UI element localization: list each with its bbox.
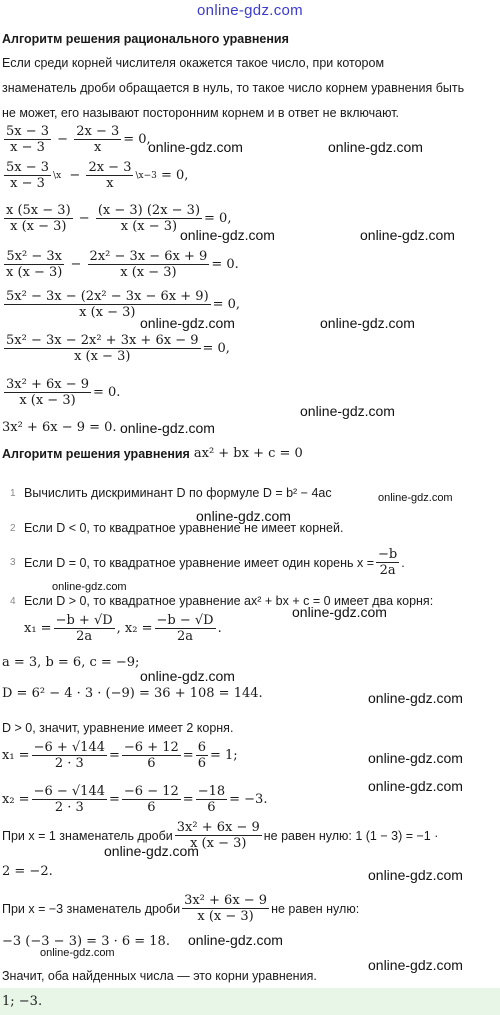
step-number: 1 <box>10 487 16 499</box>
equation-line-1: $\frac{5x - 3}{x - 3}$ − $\frac{2x - 3}{x}$ = 0, <box>6 124 151 155</box>
step3-end: . <box>401 555 405 570</box>
eq2-num1: 5x − 3 <box>6 160 50 175</box>
watermark: online-gdz.com <box>368 867 463 883</box>
eq1-den2: x <box>94 140 102 155</box>
algo1-text3: не может, его называют посторонним корнем и в ответ не включают. <box>2 106 400 120</box>
eq3-num2: (x − 3) (2x − 3) <box>97 203 201 218</box>
x1-den1: 2 · 3 <box>54 756 84 771</box>
step-text: Если D < 0, то квадратное уравнение не имеет корней. <box>24 521 344 535</box>
discriminant: D = 6² − 4 · 3 · (−9) = 36 + 108 = 144. <box>2 686 263 701</box>
eq1-tail: = 0, <box>123 132 151 147</box>
watermark: online-gdz.com <box>140 668 235 684</box>
eq2-den2: x <box>106 176 114 191</box>
x2-result: = −3. <box>229 792 268 807</box>
watermark: online-gdz.com <box>328 139 423 155</box>
x1-eq2: = <box>182 748 194 763</box>
step-number: 3 <box>10 557 16 568</box>
watermark: online-gdz.com <box>188 932 283 948</box>
eq4-num1: 5x² − 3x <box>6 249 62 264</box>
check1-num: 3x² + 6x − 9 <box>176 820 260 835</box>
watermark: online-gdz.com <box>140 315 235 331</box>
roots-x2-num: −b − √D <box>156 613 214 628</box>
eq2-tail: = 0, <box>160 168 189 183</box>
eq4-num2: 2x² − 3x − 6x + 9 <box>89 249 208 264</box>
eq1-num1: 5x − 3 <box>6 124 50 139</box>
watermark: online-gdz.com <box>368 750 463 766</box>
equation-line-6 <box>2 333 230 364</box>
check2-continuation: −3 (−3 − 3) = 3 · 6 = 18. <box>2 934 170 949</box>
check1-post: не равен нулю: 1 (1 − 3) = −1 · <box>263 828 439 843</box>
check2-post: не равен нулю: <box>271 901 360 916</box>
watermark: online-gdz.com <box>104 843 199 859</box>
check1-continuation: 2 = −2. <box>2 864 53 879</box>
watermark: online-gdz.com <box>360 227 455 243</box>
check1-pre: При x = 1 знаменатель дроби <box>2 828 173 843</box>
eq2-num2: 2x − 3 <box>88 160 132 175</box>
step-3 <box>10 547 405 578</box>
site-header[interactable]: online-gdz.com <box>197 2 303 19</box>
x1-num1: −6 + √144 <box>33 740 105 755</box>
check-x1 <box>2 820 438 851</box>
equation-line-4: $\frac{\text{5x² − 3x}}{x (x - 3)}$ − $\frac{\text{2x² − 3x − 6x + 9}}{x (x - 3)}$ = 0. <box>6 249 239 280</box>
watermark: online-gdz.com <box>148 139 243 155</box>
step3-den: 2a <box>379 563 396 578</box>
conclusion: Значит, оба найденных числа — это корни уравнения. <box>2 969 317 983</box>
x2-num1: −6 − √144 <box>33 784 105 799</box>
step-number: 2 <box>10 522 16 534</box>
x2-num2: −6 − 12 <box>123 784 179 799</box>
step3-num: −b <box>378 547 398 562</box>
check-x2 <box>2 893 359 924</box>
watermark: online-gdz.com <box>378 492 453 504</box>
roots-x1-label: x₁ = <box>24 621 52 636</box>
answer-bar <box>0 988 500 1015</box>
answer: 1; −3. <box>2 994 43 1009</box>
check2-num: 3x² + 6x − 9 <box>184 893 268 908</box>
eq7-den: x (x − 3) <box>19 393 76 408</box>
watermark: online-gdz.com <box>300 403 395 419</box>
eq5-den: x (x − 3) <box>79 305 136 320</box>
eq1-num2: 2x − 3 <box>76 124 120 139</box>
algo2-title: Алгоритм решения уравнения <box>2 446 190 461</box>
x1-eq1: = <box>109 748 120 763</box>
eq7-tail: = 0. <box>93 385 121 400</box>
roots-end: . <box>217 621 222 636</box>
eq4-den1: x (x − 3) <box>6 265 63 280</box>
eq6-den: x (x − 3) <box>74 349 131 364</box>
x1-label: x₁ = <box>2 748 30 763</box>
d-positive: D > 0, значит, уравнение имеет 2 корня. <box>2 721 234 735</box>
x2-calc <box>2 784 267 815</box>
watermark: online-gdz.com <box>52 581 127 593</box>
step-2 <box>10 521 343 535</box>
watermark: online-gdz.com <box>196 508 291 524</box>
x2-den2: 6 <box>147 800 156 815</box>
eq6-tail: = 0, <box>202 341 230 356</box>
x1-den3: 6 <box>197 756 206 771</box>
roots-x2-den: 2a <box>177 629 194 644</box>
eq3-tail: = 0, <box>204 211 232 226</box>
watermark: online-gdz.com <box>40 947 115 959</box>
eq7-num: 3x² + 6x − 9 <box>6 377 90 392</box>
check2-pre: При x = −3 знаменатель дроби <box>2 901 181 916</box>
algo1-text1: Если среди корней числителя окажется такое число, при котором <box>2 56 385 70</box>
check2-den: x (x − 3) <box>197 909 254 924</box>
x1-num3: 6 <box>197 740 206 755</box>
roots-x1-den: 2a <box>76 629 93 644</box>
watermark: online-gdz.com <box>180 227 275 243</box>
eq1-den1: x − 3 <box>10 140 45 155</box>
x2-den1: 2 · 3 <box>54 800 84 815</box>
eq2-factor2: \x−3 <box>135 170 157 181</box>
equation-line-3: $\frac{x (5x - 3)}{x (x - 3)}$ − $\frac{(x - 3) (2x - 3)}{x (x - 3)}$ = 0, <box>6 203 232 234</box>
equation-line-2: $\frac{5x - 3}{x - 3}$ \x − $\frac{2x - 3}{x}$ \x−3 = 0, <box>6 160 189 191</box>
step-text: Если D = 0, то квадратное уравнение имеет один корень x = <box>24 555 375 570</box>
algo2-title-math: ax² + bx + c = 0 <box>193 446 303 461</box>
x2-eq1: = <box>109 792 120 807</box>
step-text: Вычислить дискриминант D по формуле D = b² − 4ac <box>24 486 332 500</box>
watermark: online-gdz.com <box>320 315 415 331</box>
eq3-num1: x (5x − 3) <box>6 203 71 218</box>
x2-eq2: = <box>182 792 194 807</box>
check1-den: x (x − 3) <box>190 836 247 851</box>
algo2-title-row <box>2 446 303 461</box>
step-number: 4 <box>10 595 16 607</box>
equation-line-8: 3x² + 6x − 9 = 0. <box>2 420 117 435</box>
x1-num2: −6 + 12 <box>123 740 179 755</box>
watermark: online-gdz.com <box>292 604 387 620</box>
roots-formula <box>24 613 222 644</box>
eq6-num: 5x² − 3x − 2x² + 3x + 6x − 9 <box>6 333 199 348</box>
eq4-tail: = 0. <box>211 257 239 272</box>
equation-line-7 <box>2 377 120 408</box>
eq3-den2: x (x − 3) <box>120 219 178 234</box>
x2-num3: −18 <box>197 784 226 799</box>
x2-den3: 6 <box>207 800 216 815</box>
x2-label: x₂ = <box>2 792 30 807</box>
eq2-factor1: \x <box>53 170 62 181</box>
watermark: online-gdz.com <box>368 778 463 794</box>
eq5-tail: = 0, <box>212 297 241 312</box>
algo1-title: Алгоритм решения рационального уравнения <box>2 32 289 46</box>
x1-calc <box>2 740 238 771</box>
x1-den2: 6 <box>147 756 156 771</box>
watermark: online-gdz.com <box>368 957 463 973</box>
eq5-num: 5x² − 3x − (2x² − 3x − 6x + 9) <box>6 289 209 304</box>
roots-x1-num: −b + √D <box>55 613 113 628</box>
step-text: Если D > 0, то квадратное уравнение ax² + bx + c = 0 имеет два корня: <box>24 594 434 608</box>
watermark: online-gdz.com <box>368 690 463 706</box>
eq4-den2: x (x − 3) <box>120 265 177 280</box>
x1-result: = 1; <box>209 748 238 763</box>
eq2-den1: x − 3 <box>10 176 45 191</box>
algo1-text2: знаменатель дроби обращается в нуль, то такое число корнем уравнения быть <box>2 81 465 95</box>
roots-x2-label: , x₂ = <box>116 621 153 636</box>
eq3-den1: x (x − 3) <box>10 219 67 234</box>
watermark: online-gdz.com <box>120 420 215 436</box>
coefficients: a = 3, b = 6, c = −9; <box>2 655 140 670</box>
step-1 <box>10 486 332 500</box>
